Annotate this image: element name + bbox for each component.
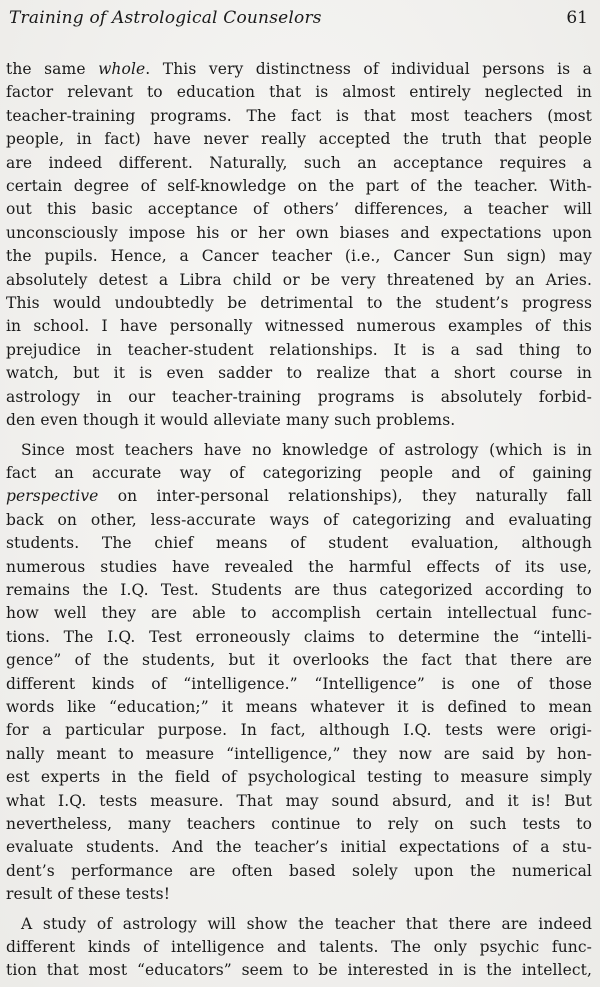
text-line	[6, 696, 592, 719]
text-run: words like “education;” it means whatever it is defined to mean	[6, 697, 592, 716]
text-run: how well they are able to accomplish certain intellectual func-	[6, 604, 592, 623]
text-run: evaluate students. And the teacher’s initial expectations of a stu-	[6, 838, 592, 857]
text-run: factor relevant to education that is almost entirely neglected in	[6, 83, 592, 102]
text-line	[6, 439, 592, 462]
text-run: the pupils. Hence, a Cancer teacher (i.e., Cancer Sun sign) may	[6, 247, 592, 266]
italic-text: perspective	[6, 487, 99, 506]
text-run: teacher-training programs. The fact is that most teachers (most	[6, 106, 592, 125]
text-line	[6, 936, 592, 959]
text-line	[6, 766, 592, 789]
text-line	[6, 649, 592, 672]
text-line	[6, 269, 592, 292]
page-body	[0, 58, 600, 983]
text-line	[6, 339, 592, 362]
text-line	[6, 602, 592, 625]
text-run: . This very distinctness of individual persons is a	[145, 60, 592, 78]
text-run: unconsciously impose his or her own biases and expectations upon	[6, 223, 592, 242]
text-line	[6, 790, 592, 813]
text-line	[6, 743, 592, 766]
text-run: This would undoubtedly be detrimental to the student’s progress	[6, 294, 592, 313]
text-line	[6, 152, 592, 175]
text-run: est experts in the field of psychological testing to measure simply	[6, 768, 592, 787]
text-line	[6, 626, 592, 649]
text-run: different kinds of intelligence and talents. The only psychic func-	[6, 938, 592, 957]
text-run: different kinds of “intelligence.” “Intelligence” is one of those	[6, 674, 592, 693]
paragraph	[6, 913, 592, 983]
text-line	[6, 532, 592, 555]
text-line	[6, 462, 592, 485]
text-line	[6, 485, 592, 508]
text-run: absolutely detest a Libra child or be very threatened by an Aries.	[6, 270, 592, 289]
text-run: students. The chief means of student evaluation, although	[6, 534, 592, 553]
text-line	[6, 836, 592, 859]
text-run: nally meant to measure “intelligence,” they now are said by hon-	[6, 744, 592, 763]
text-line	[6, 860, 592, 883]
text-line	[6, 883, 592, 906]
text-run: remains the I.Q. Test. Students are thus categorized according to	[6, 580, 592, 599]
text-run: A study of astrology will show the teacher that there are indeed	[21, 914, 592, 933]
text-line	[6, 719, 592, 742]
text-line	[6, 386, 592, 409]
text-run: astrology in our teacher-training programs is absolutely forbid-	[6, 387, 592, 406]
text-run: numerous studies have revealed the harmful effects of its use,	[6, 557, 592, 576]
text-line	[6, 175, 592, 198]
text-line	[6, 409, 592, 432]
text-line	[6, 959, 592, 982]
text-line	[6, 315, 592, 338]
running-header	[0, 0, 600, 30]
text-run: fact an accurate way of categorizing people and of gaining	[6, 463, 592, 482]
text-run: den even though it would alleviate many such problems.	[6, 411, 456, 430]
page-number: 61	[566, 8, 588, 28]
text-line	[6, 579, 592, 602]
text-line	[6, 105, 592, 128]
text-run: watch, but it is even sadder to realize that a short course in	[6, 364, 592, 383]
text-run: for a particular purpose. In fact, although I.Q. tests were origi-	[6, 721, 592, 740]
paragraph	[6, 58, 592, 433]
text-run: tions. The I.Q. Test erroneously claims to determine the “intelli-	[6, 627, 592, 646]
text-run: what I.Q. tests measure. That may sound absurd, and it is! But	[6, 791, 592, 810]
text-line	[6, 813, 592, 836]
text-run: the same	[6, 60, 99, 78]
paragraph	[6, 439, 592, 907]
text-run: in school. I have personally witnessed numerous examples of this	[6, 317, 592, 336]
text-run: dent’s performance are often based solely upon the numerical	[6, 861, 592, 880]
text-line	[6, 913, 592, 936]
text-run: out this basic acceptance of others’ differences, a teacher will	[6, 200, 592, 219]
text-run: nevertheless, many teachers continue to rely on such tests to	[6, 815, 592, 833]
text-run: Since most teachers have no knowledge of astrology (which is in	[21, 440, 592, 459]
text-run: back on other, less-accurate ways of categorizing and evaluating	[6, 510, 592, 529]
text-run: tion that most “educators” seem to be interested in is the intellect,	[6, 961, 592, 980]
text-line	[6, 198, 592, 221]
text-line	[6, 128, 592, 151]
text-line	[6, 292, 592, 315]
running-header-title: Training of Astrological Counselors	[9, 8, 322, 28]
text-run: certain degree of self-knowledge on the part of the teacher. With-	[6, 177, 592, 196]
text-line	[6, 245, 592, 268]
text-line	[6, 509, 592, 532]
text-line	[6, 673, 592, 696]
text-line	[6, 222, 592, 245]
text-run: on inter-personal relationships), they naturally fall	[98, 487, 592, 506]
text-line	[6, 556, 592, 579]
text-line	[6, 362, 592, 385]
text-run: people, in fact) have never really accepted the truth that people	[6, 130, 592, 149]
text-line	[6, 81, 592, 104]
text-line	[6, 58, 592, 81]
text-run: gence” of the students, but it overlooks the fact that there are	[6, 651, 592, 670]
italic-text: whole	[98, 60, 146, 78]
text-run: prejudice in teacher-student relationships. It is a sad thing to	[6, 340, 592, 359]
text-run: result of these tests!	[6, 885, 171, 904]
text-run: are indeed different. Naturally, such an acceptance requires a	[6, 153, 592, 172]
